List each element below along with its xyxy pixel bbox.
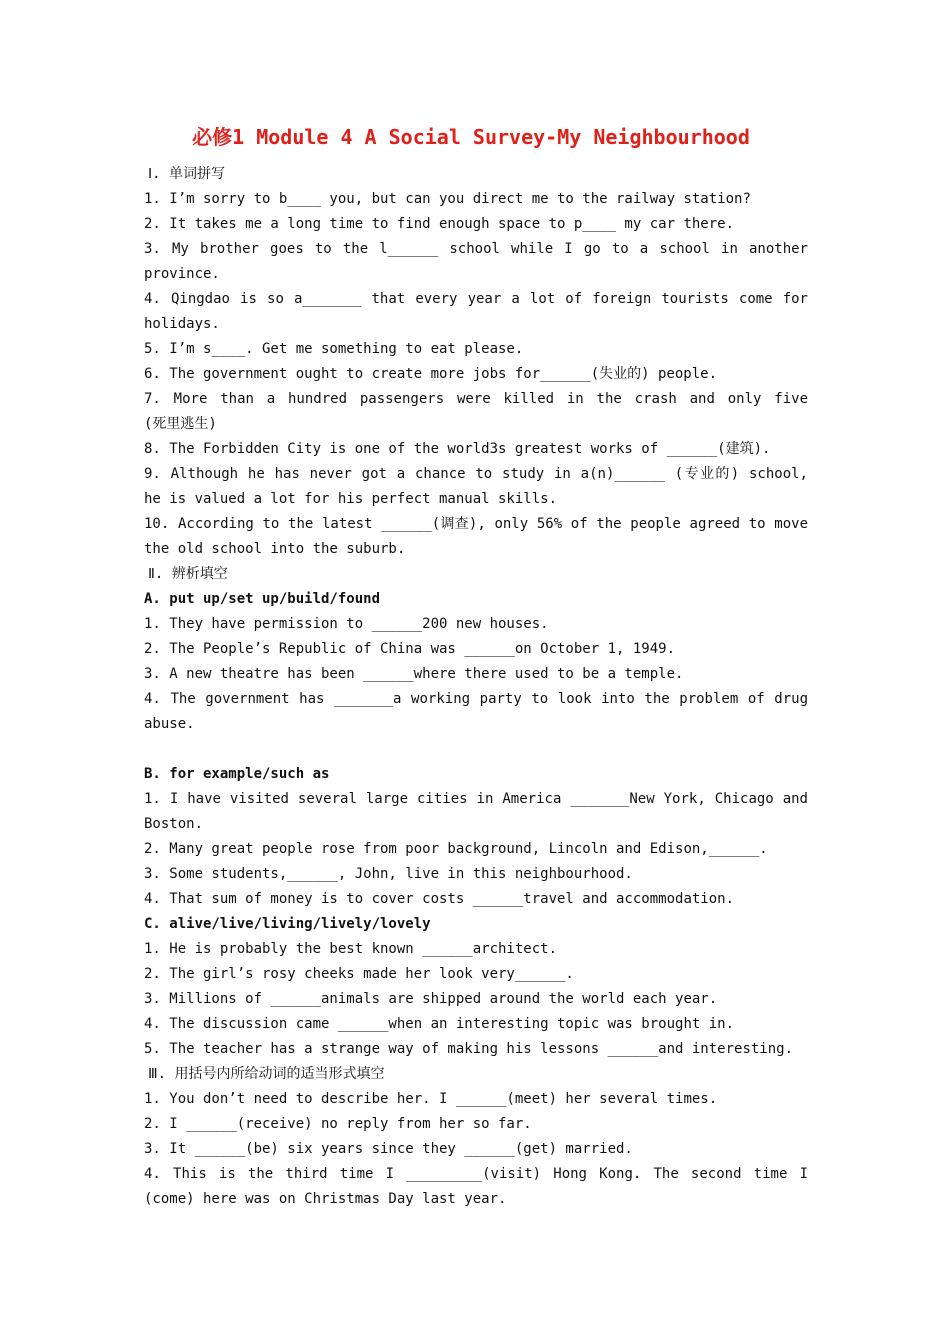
worksheet-page xyxy=(144,118,808,1212)
question-line: 2. I ______(receive) no reply from her so far. xyxy=(144,1116,532,1132)
question-line: Boston. xyxy=(144,816,204,832)
question-line: 3. Millions of ______animals are shipped around the world each year. xyxy=(144,991,718,1007)
group-heading: B. for example/such as xyxy=(144,766,330,782)
question-line: 2. Many great people rose from poor background, Lincoln and Edison,______. xyxy=(144,841,768,857)
question-line: 1. They have permission to ______200 new houses. xyxy=(144,616,549,632)
question-line: abuse. xyxy=(144,716,195,732)
question-line: 1. I have visited several large cities in America _______New York, Chicago and xyxy=(144,791,808,807)
group-heading: A. put up/set up/build/found xyxy=(144,591,381,607)
question-line: he is valued a lot for his perfect manual skills. xyxy=(144,491,558,507)
section-heading: Ⅱ. 辨析填空 xyxy=(148,566,228,582)
question-line: (死里逃生) xyxy=(144,416,217,432)
question-line: 8. The Forbidden City is one of the world3s greatest works of ______(建筑). xyxy=(144,441,771,457)
question-line: 6. The government ought to create more jobs for______(失业的) people. xyxy=(144,366,718,382)
section-vocabulary-spelling xyxy=(144,162,808,562)
question-line: (come) here was on Christmas Day last year. xyxy=(144,1191,507,1207)
question-line: 4. The government has _______a working party to look into the problem of drug xyxy=(144,691,808,707)
question-line: 3. My brother goes to the l______ school while I go to a school in another xyxy=(144,241,808,257)
question-line: 3. It ______(be) six years since they ______(get) married. xyxy=(144,1141,633,1157)
group-heading: C. alive/live/living/lively/lovely xyxy=(144,916,431,932)
question-line: holidays. xyxy=(144,316,220,332)
page-title: 必修1 Module 4 A Social Survey-My Neighbourhood xyxy=(192,125,750,149)
question-line: 3. A new theatre has been ______where there used to be a temple. xyxy=(144,666,684,682)
question-line: 2. The People’s Republic of China was ______on October 1, 1949. xyxy=(144,641,676,657)
question-line: 4. Qingdao is so a_______ that every year a lot of foreign tourists come for xyxy=(144,291,808,307)
question-line: 7. More than a hundred passengers were killed in the crash and only five xyxy=(144,391,808,407)
section-heading: Ⅰ. 单词拼写 xyxy=(148,166,225,182)
question-line: 2. The girl’s rosy cheeks made her look very______. xyxy=(144,966,574,982)
question-line: 1. He is probably the best known ______architect. xyxy=(144,941,558,957)
question-line: 1. You don’t need to describe her. I ______(meet) her several times. xyxy=(144,1091,718,1107)
question-line: 9. Although he has never got a chance to study in a(n)______ (专业的) school, xyxy=(144,466,808,482)
spacer xyxy=(144,737,808,762)
question-line: 5. I’m s____. Get me something to eat please. xyxy=(144,341,524,357)
question-line: 10. According to the latest ______(调查), only 56% of the people agreed to move xyxy=(144,516,808,532)
section-heading: Ⅲ. 用括号内所给动词的适当形式填空 xyxy=(148,1066,385,1082)
question-line: 3. Some students,______, John, live in this neighbourhood. xyxy=(144,866,633,882)
question-line: province. xyxy=(144,266,220,282)
question-line: 4. That sum of money is to cover costs ______travel and accommodation. xyxy=(144,891,735,907)
section-word-discrimination xyxy=(144,562,808,1062)
section-verb-forms xyxy=(144,1062,808,1212)
question-line: 1. I’m sorry to b____ you, but can you direct me to the railway station? xyxy=(144,191,751,207)
question-line: 5. The teacher has a strange way of making his lessons ______and interesting. xyxy=(144,1041,794,1057)
question-line: the old school into the suburb. xyxy=(144,541,406,557)
question-line: 2. It takes me a long time to find enough space to p____ my car there. xyxy=(144,216,735,232)
question-line: 4. This is the third time I _________(visit) Hong Kong. The second time I xyxy=(144,1166,808,1182)
question-line: 4. The discussion came ______when an interesting topic was brought in. xyxy=(144,1016,735,1032)
